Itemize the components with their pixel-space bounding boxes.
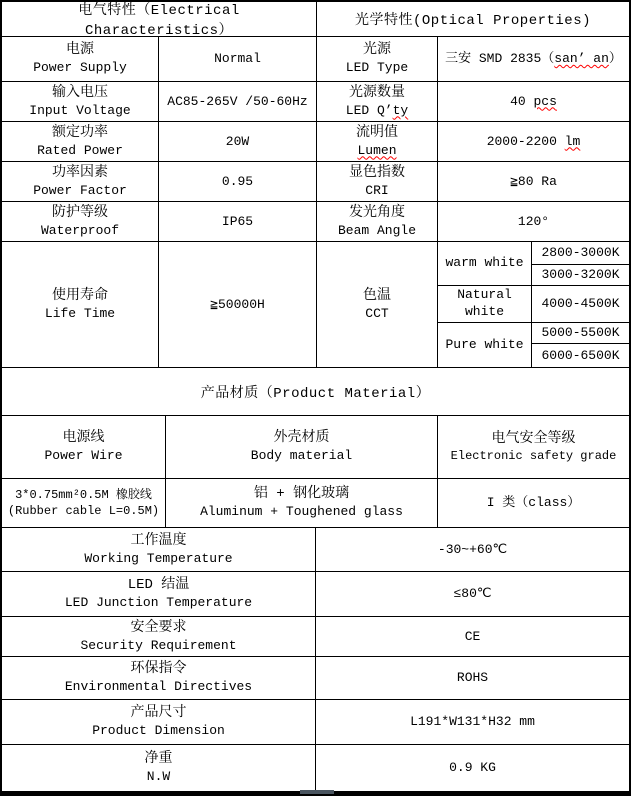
value-part: 2000-2200 [486,133,565,149]
scrollbar-thumb-fragment[interactable] [300,790,334,794]
optical-section-header: 光学特性(Optical Properties) [317,2,629,36]
value-line-2: Aluminum + Toughened glass [200,504,403,519]
section-headers-row [2,2,629,36]
value-cell-led-junction-temperature [316,572,629,616]
label-cell-body-material [166,416,437,478]
label-cn: 外壳材质 [273,430,330,447]
cct-temp-cell: 2800-3000K [532,242,629,264]
cct-temp-cell: 3000-3200K [532,265,629,285]
label-en: Working Temperature [84,550,233,566]
value-text: ROHS [456,670,489,686]
value-text: 0.95 [221,173,254,189]
label-cell-waterproof [2,202,158,241]
label-en: Rated Power [37,142,123,158]
value-text [510,93,557,111]
spellcheck-underlined-text: pcs [533,93,557,109]
label-en: Power Wire [44,448,123,463]
product-material-header: 产品材质（Product Material） [2,368,629,415]
label-cn: LED 结温 [127,577,190,594]
label-cell-cri [317,162,437,201]
value-text [445,50,622,68]
label-cn: 环保指令 [130,661,187,678]
value-cell-safety-grade [438,479,629,527]
label-en [346,103,408,120]
label-cn: 显色指数 [349,164,405,181]
label-cn: 使用寿命 [52,287,108,304]
label-cell-power-factor [2,162,158,201]
value-text: CE [464,628,481,644]
label-cell-cct [317,242,437,367]
value-cell-rated-power [159,122,316,161]
value-cell-product-dimension [316,700,629,744]
label-cell-net-weight [2,745,315,791]
value-cell-power-wire [2,479,165,527]
label-cell-beam-angle [317,202,437,241]
label-cell-rated-power [2,122,158,161]
label-en: Power Factor [33,182,127,198]
label-cn: 色温 [363,287,391,304]
lifetime-cct-row [2,242,629,367]
value-text: Normal [214,51,261,67]
value-cell-waterproof [159,202,316,241]
label-cn: 电源线 [62,430,105,447]
cct-group-warm-white: warm white [438,242,531,285]
value-cell-input-voltage [159,82,316,121]
label-cn: 工作温度 [130,532,187,549]
value-cell-led-type [438,37,629,81]
value-text: 120° [517,213,550,229]
value-text: ≧80 Ra [510,173,557,189]
label-cn: 输入电压 [52,84,108,101]
label-cn: 防护等级 [52,204,108,221]
label-cell-working-temperature [2,528,315,571]
spec-rows [2,37,629,241]
label-en: Electronic safety grade [450,448,617,463]
label-en: Life Time [44,305,116,321]
value-text: L191*W131*H32 mm [410,714,535,730]
value-cell-power-supply [159,37,316,81]
general-spec-rows [2,528,629,794]
spellcheck-underlined-text: ty [392,102,409,118]
value-part: 40 [510,93,534,109]
label-cn: 安全要求 [130,619,187,636]
cct-temp-cell: 5000-5500K [532,323,629,343]
label-part: LED Q’ [345,102,393,118]
label-cell-led-junction-temperature [2,572,315,616]
label-cell-led-qty [317,82,437,121]
label-en: CCT [365,305,389,321]
value-cell-beam-angle [438,202,629,241]
value-line-1: I 类（class） [486,495,581,511]
cct-group-natural-white: Natural white [438,286,531,322]
label-en: N.W [146,769,171,784]
value-cell-life-time [159,242,316,367]
label-cell-environmental-directives [2,657,315,699]
value-part: ） [608,51,622,67]
value-cell-power-factor [159,162,316,201]
value-part: 三安 SMD 2835（ [445,51,555,67]
label-cn: 额定功率 [52,124,108,141]
label-en: Environmental Directives [64,679,253,694]
label-cn: 功率因素 [52,164,108,181]
label-en: Beam Angle [337,222,416,238]
label-cell-life-time [2,242,158,367]
value-cell-net-weight [316,745,629,791]
cct-temp-cell: 6000-6500K [532,344,629,367]
value-text: ≤80℃ [453,586,492,602]
value-text: IP65 [221,213,254,229]
value-text: ≧50000H [210,296,265,312]
label-en: Security Requirement [80,637,237,653]
label-cn: 发光角度 [349,204,405,221]
spellcheck-underlined-text: san’ an [554,51,609,67]
value-text [487,133,581,151]
value-text: 20W [225,133,250,149]
label-cell-lumen [317,122,437,161]
cct-temp-cell: 4000-4500K [532,286,629,322]
label-cell-power-wire [2,416,165,478]
label-cn: 净重 [144,751,173,768]
label-cell-power-supply [2,37,158,81]
value-cell-cri [438,162,629,201]
value-cell-security-requirement [316,617,629,656]
value-text: AC85-265V /50-60Hz [167,93,308,109]
value-cell-led-qty [438,82,629,121]
label-cell-safety-grade [438,416,629,478]
label-en: LED Junction Temperature [64,595,253,610]
label-en: Waterproof [40,222,119,238]
label-cell-input-voltage [2,82,158,121]
label-cn: 光源 [363,42,391,59]
value-cell-environmental-directives [316,657,629,699]
value-line-2: (Rubber cable L=0.5M) [7,504,160,518]
label-en: Power Supply [33,60,127,75]
label-en: LED Type [345,60,409,75]
label-cn: 流明值 [356,124,398,141]
electrical-section-header: 电气特性（Electrical Characteristics） [2,2,316,36]
cct-group-pure-white: Pure white [438,323,531,367]
label-cn: 电气安全等级 [491,430,576,447]
label-cn: 光源数量 [349,84,405,101]
value-text: -30~+60℃ [437,541,508,557]
product-material-title-row [2,368,629,415]
label-cell-led-type [317,37,437,81]
label-en: CRI [365,182,389,198]
label-cell-product-dimension [2,700,315,744]
value-line-1: 铝 + 钢化玻璃 [253,486,350,503]
label-cn: 电源 [66,42,94,59]
product-material-rows [2,416,629,527]
value-cell-lumen [438,122,629,161]
value-cell-working-temperature [316,528,629,571]
spellcheck-underlined-text: lm [564,133,581,149]
value-line-1: 3*0.75mm²0.5M 橡胶线 [15,487,152,502]
value-text: 0.9 KG [449,760,496,776]
label-cell-security-requirement [2,617,315,656]
label-en: Input Voltage [29,102,131,118]
spellcheck-underlined-label: Lumen [357,142,397,158]
value-cell-body-material [166,479,437,527]
label-cn: 产品尺寸 [130,705,187,722]
label-en: Body material [250,448,353,463]
label-en: Product Dimension [92,723,225,738]
